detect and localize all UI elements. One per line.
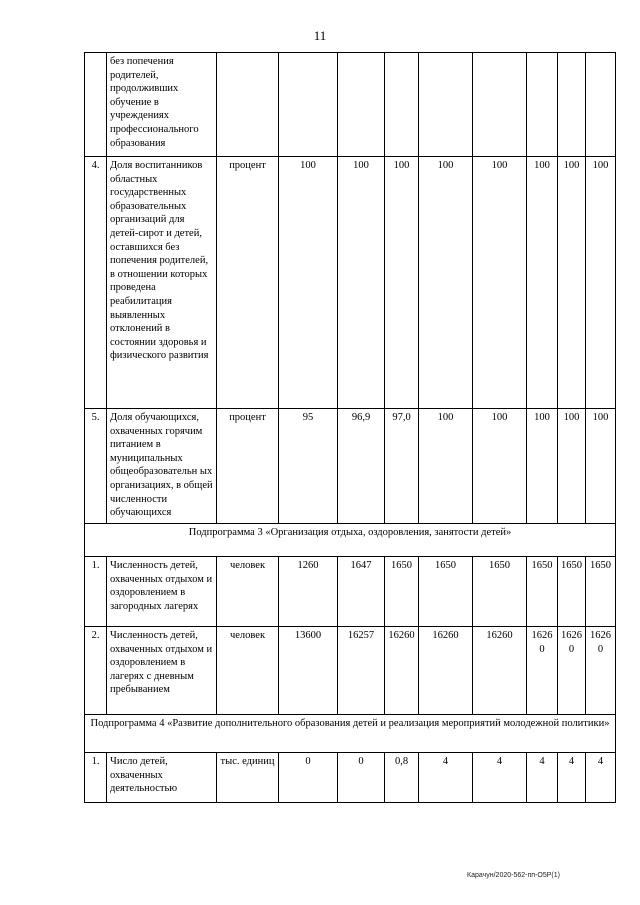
page-number: 11 xyxy=(313,28,327,43)
value-cell: 1650 xyxy=(527,557,558,627)
value-cell: 100 xyxy=(419,409,473,524)
indicator-name: без попечения родителей, продолживших обучение в учреждениях профессионального образования xyxy=(107,53,217,157)
value-cell: 95 xyxy=(279,409,338,524)
table-row xyxy=(85,627,616,715)
value-cell: 4 xyxy=(419,753,473,803)
unit: человек xyxy=(217,627,279,715)
value-cell: 4 xyxy=(586,753,616,803)
value-cell: 1650 xyxy=(419,557,473,627)
value-cell: 4 xyxy=(473,753,527,803)
value-cell: 1650 xyxy=(558,557,586,627)
table-row xyxy=(85,409,616,524)
value-cell: 100 xyxy=(385,157,419,409)
indicator-name: Численность детей, охваченных отдыхом и оздоровлением в лагерях с дневным пребыванием xyxy=(107,627,217,715)
value-cell: 16260 xyxy=(473,627,527,715)
value-cell: 13600 xyxy=(279,627,338,715)
value-cell: 96,9 xyxy=(338,409,385,524)
value-cell xyxy=(527,53,558,157)
value-cell: 1650 xyxy=(473,557,527,627)
value-cell: 16260 xyxy=(385,627,419,715)
indicator-name: Число детей, охваченных деятельностью xyxy=(107,753,217,803)
unit: процент xyxy=(217,157,279,409)
value-cell: 100 xyxy=(338,157,385,409)
value-cell: 1260 xyxy=(279,557,338,627)
indicator-name: Доля обучающихся, охваченных горячим питанием в муниципальных общеобразовательн ых организациях, в общей численности обучающихся xyxy=(107,409,217,524)
value-cell: 16260 xyxy=(527,627,558,715)
value-cell: 16260 xyxy=(586,627,616,715)
document-id: Карачун/2020-562-пп-О5Р(1) xyxy=(467,872,560,879)
value-cell: 100 xyxy=(527,157,558,409)
value-cell: 16257 xyxy=(338,627,385,715)
unit: человек xyxy=(217,557,279,627)
section-row xyxy=(85,715,616,753)
value-cell xyxy=(338,53,385,157)
value-cell: 100 xyxy=(586,409,616,524)
indicators-table xyxy=(84,52,616,803)
unit xyxy=(217,53,279,157)
indicator-name: Численность детей, охваченных отдыхом и оздоровлением в загородных лагерях xyxy=(107,557,217,627)
unit: процент xyxy=(217,409,279,524)
subprogram-4-heading: Подпрограмма 4 «Развитие дополнительного образования детей и реализация мероприятий молодежной политики» xyxy=(85,715,616,753)
subprogram-3-heading: Подпрограмма 3 «Организация отдыха, оздоровления, занятости детей» xyxy=(85,524,616,557)
value-cell xyxy=(279,53,338,157)
table-row xyxy=(85,557,616,627)
value-cell: 1650 xyxy=(586,557,616,627)
value-cell: 0 xyxy=(279,753,338,803)
value-cell xyxy=(586,53,616,157)
value-cell: 4 xyxy=(558,753,586,803)
value-cell: 1650 xyxy=(385,557,419,627)
value-cell xyxy=(385,53,419,157)
row-number: 1. xyxy=(85,753,107,803)
value-cell: 100 xyxy=(473,409,527,524)
value-cell xyxy=(473,53,527,157)
value-cell: 100 xyxy=(473,157,527,409)
section-row xyxy=(85,524,616,557)
unit: тыс. единиц xyxy=(217,753,279,803)
value-cell: 100 xyxy=(558,409,586,524)
value-cell: 100 xyxy=(586,157,616,409)
indicator-name: Доля воспитанников областных государственных образовательных организаций для детей-сирот и детей, оставшихся без попечения родителей, в отношении которых проведена реабилитация выявленных отклонений в состоянии здоровья и физического развития xyxy=(107,157,217,409)
value-cell: 100 xyxy=(419,157,473,409)
value-cell xyxy=(419,53,473,157)
value-cell: 100 xyxy=(558,157,586,409)
value-cell: 1626 0 xyxy=(558,627,586,715)
value-cell: 100 xyxy=(279,157,338,409)
row-number: 2. xyxy=(85,627,107,715)
value-cell: 97,0 xyxy=(385,409,419,524)
value-cell: 1647 xyxy=(338,557,385,627)
table-row xyxy=(85,753,616,803)
row-number: 5. xyxy=(85,409,107,524)
table-row xyxy=(85,53,616,157)
value-cell: 0 xyxy=(338,753,385,803)
value-cell: 16260 xyxy=(419,627,473,715)
row-number: 4. xyxy=(85,157,107,409)
table-row xyxy=(85,157,616,409)
row-number xyxy=(85,53,107,157)
value-cell: 0,8 xyxy=(385,753,419,803)
value-cell xyxy=(558,53,586,157)
row-number: 1. xyxy=(85,557,107,627)
value-cell: 100 xyxy=(527,409,558,524)
value-cell: 4 xyxy=(527,753,558,803)
